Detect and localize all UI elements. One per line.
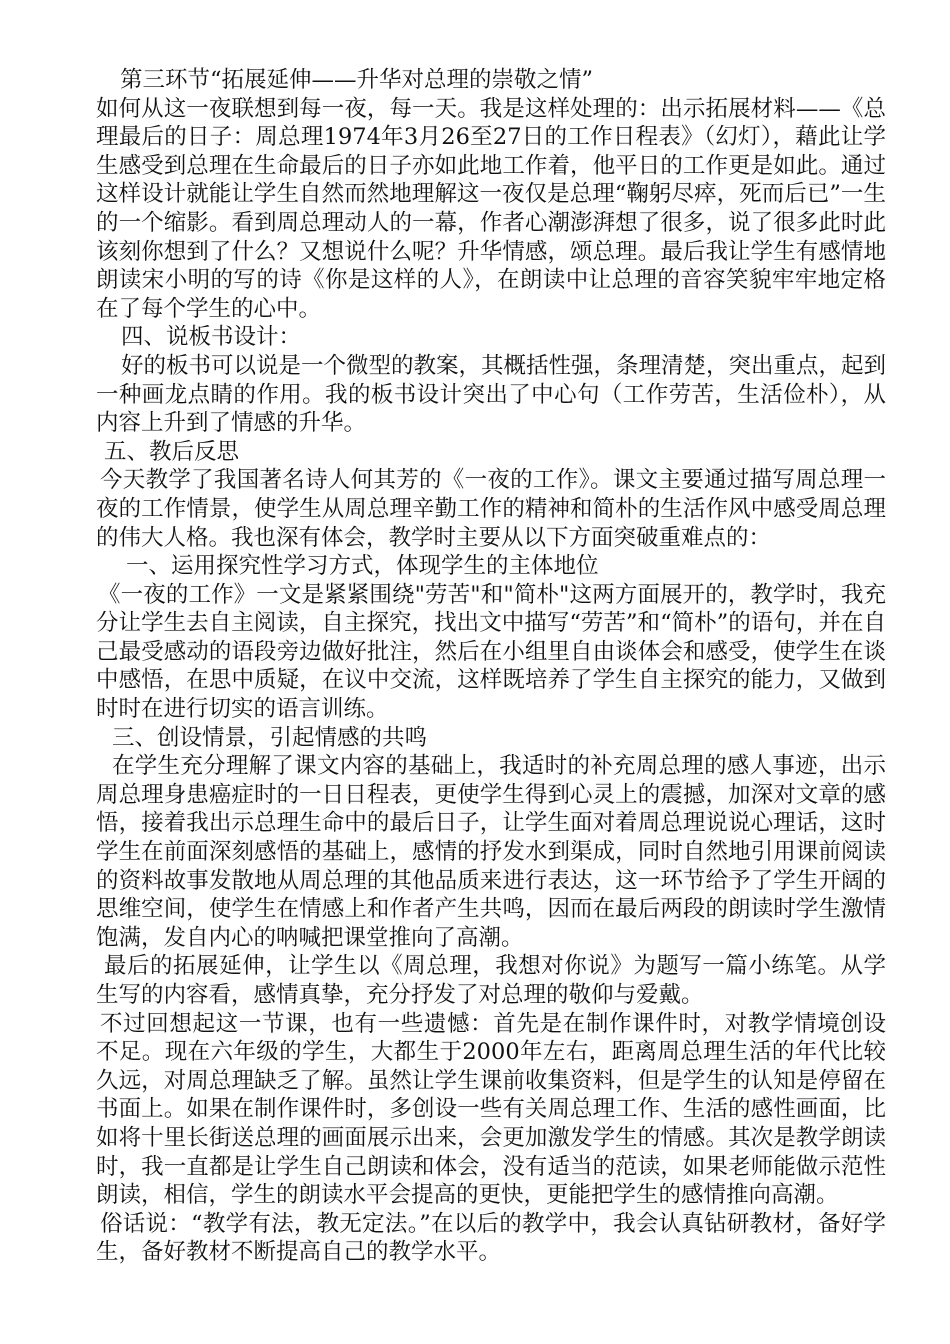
paragraph-extension-writing: 最后的拓展延伸，让学生以《周总理，我想对你说》为题写一篇小练笔。从学生写的内容看，感情真挚，充分抒发了对总理的敬仰与爱戴。	[96, 953, 886, 1008]
section-heading-teaching-reflection: 五、教后反思	[104, 438, 240, 465]
section-heading-create-scenes: 三、创设情景，引起情感的共鸣	[112, 724, 428, 751]
section-heading-inquiry-learning: 一、运用探究性学习方式，体现学生的主体地位	[126, 553, 599, 580]
document-body	[96, 66, 886, 1267]
paragraph-regrets: 不过回想起这一节课，也有一些遗憾：首先是在制作课件时，对教学情境创设不足。现在六年级的学生，大都生于2000年左右，距离周总理生活的年代比较久远，对周总理缺乏了解。虽然让学生课前收集资料，但是学生的认知是停留在书面上。如果在制作课件时，多创设一些有关周总理工作、生活的感性画面，比如将十里长街送总理的画面展示出来，会更加激发学生的情感。其次是教学朗读时，我一直都是让学生自己朗读和体会，没有适当的范读，如果老师能做示范性朗读，相信，学生的朗读水平会提高的更快，更能把学生的感情推向高潮。	[96, 1010, 886, 1209]
section-heading-third-stage: 第三环节“拓展延伸——升华对总理的崇敬之情”	[120, 67, 594, 93]
paragraph-reflection-intro: 今天教学了我国著名诗人何其芳的《一夜的工作》。课文主要通过描写周总理一夜的工作情景，使学生从周总理辛勤工作的精神和简朴的生活作风中感受周总理的伟大人格。我也深有体会，教学时主要从以下方面突破重难点的：	[96, 467, 886, 551]
paragraph-blackboard-design: 好的板书可以说是一个微型的教案，其概括性强，条理清楚，突出重点，起到一种画龙点睛的作用。我的板书设计突出了中心句（工作劳苦，生活俭朴），从内容上升到了情感的升华。	[96, 352, 887, 437]
paragraph-extension-material: 如何从这一夜联想到每一夜，每一天。我是这样处理的：出示拓展材料——《总理最后的日子：周总理1974年3月26至27日的工作日程表》（幻灯），藉此让学生感受到总理在生命最后的日子亦如此地工作着，他平日的工作更是如此。通过这样设计就能让学生自然而然地理解这一夜仅是总理“鞠躬尽瘁，死而后已”一生的一个缩影。看到周总理动人的一幕，作者心潮澎湃想了很多，说了很多此时此该刻你想到了什么？又想说什么呢？升华情感，颂总理。最后我让学生有感情地朗读宋小明的写的诗《你是这样的人》，在朗读中让总理的音容笑貌牢牢地定格在了每个学生的心中。	[96, 95, 886, 322]
section-heading-blackboard-design: 四、说板书设计：	[121, 324, 302, 351]
paragraph-conclusion: 俗话说：“教学有法，教无定法。”在以后的教学中，我会认真钻研教材，备好学生，备好教材不断提高自己的教学水平。	[96, 1210, 886, 1266]
paragraph-inquiry-learning: 《一夜的工作》一文是紧紧围绕"劳苦"和"简朴"这两方面展开的，教学时，我充分让学生去自主阅读，自主探究，找出文中描写“劳苦”和“简朴”的语句，并在自己最受感动的语段旁边做好批注，然后在小组里自由谈体会和感受，使学生在谈中感悟，在思中质疑，在议中交流，这样既培养了学生自主探究的能力，又做到时时在进行切实的语言训练。	[96, 581, 886, 723]
paragraph-create-scenes: 在学生充分理解了课文内容的基础上，我适时的补充周总理的感人事迹，出示周总理身患癌症时的一日日程表，更使学生得到心灵上的震撼，加深对文章的感悟，接着我出示总理生命中的最后日子，让学生面对着周总理说说心理话，这时学生在前面深刻感悟的基础上，感情的抒发水到渠成，同时自然地引用课前阅读的资料故事发散地从周总理的其他品质来进行表达，这一环节给予了学生开阔的思维空间，使学生在情感上和作者产生共鸣，因而在最后两段的朗读时学生激情饱满，发自内心的呐喊把课堂推向了高潮。	[96, 753, 886, 951]
